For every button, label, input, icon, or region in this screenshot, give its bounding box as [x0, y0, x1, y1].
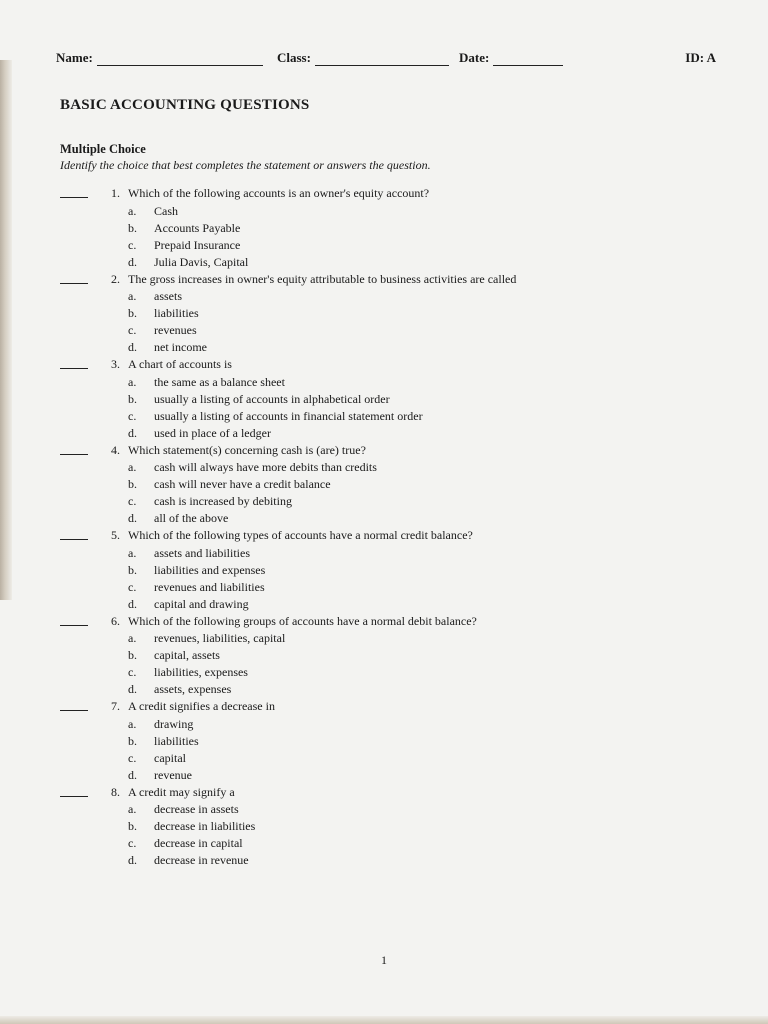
question-item	[0, 443, 768, 529]
answer-option	[0, 409, 768, 426]
option-text: decrease in assets	[154, 802, 239, 816]
option-letter: c.	[128, 494, 137, 508]
option-letter: a.	[128, 203, 137, 218]
answer-blank[interactable]	[60, 197, 88, 198]
answer-option	[0, 375, 768, 392]
answer-option	[0, 580, 768, 597]
answer-blank[interactable]	[60, 283, 88, 284]
answer-option	[0, 631, 768, 648]
question-number: 6.	[111, 613, 120, 628]
question-number: 1.	[111, 186, 120, 200]
answer-option	[0, 392, 768, 409]
id-label: ID: A	[685, 50, 716, 65]
answer-option	[0, 306, 768, 323]
answer-option	[0, 477, 768, 494]
option-text: liabilities and expenses	[154, 562, 266, 577]
question-number: 8.	[111, 784, 120, 799]
id-field	[685, 50, 716, 66]
option-letter: b.	[128, 819, 137, 833]
question-item	[0, 186, 768, 272]
option-text: Accounts Payable	[154, 220, 241, 235]
option-text: liabilities, expenses	[154, 665, 248, 679]
option-text: capital and drawing	[154, 596, 249, 611]
option-text: liabilities	[154, 733, 199, 748]
class-field	[277, 50, 449, 66]
question-number: 5.	[111, 528, 120, 542]
answer-blank[interactable]	[60, 625, 88, 626]
question-row	[0, 443, 768, 461]
question-number: 2.	[111, 271, 120, 286]
question-item	[0, 357, 768, 443]
option-letter: c.	[128, 408, 137, 423]
option-letter: a.	[128, 716, 137, 731]
option-text: liabilities	[154, 306, 199, 320]
option-letter: a.	[128, 460, 137, 474]
option-letter: b.	[128, 391, 137, 406]
answer-option	[0, 289, 768, 306]
option-text: cash will always have more debits than credits	[154, 460, 377, 474]
answer-option	[0, 836, 768, 853]
option-text: assets	[154, 289, 182, 303]
class-blank-line[interactable]	[315, 53, 449, 66]
option-text: Cash	[154, 203, 178, 218]
question-text: Which of the following groups of accounts have a normal debit balance?	[128, 613, 477, 628]
answer-option	[0, 563, 768, 580]
question-row	[0, 528, 768, 546]
option-text: all of the above	[154, 511, 229, 525]
option-letter: d.	[128, 767, 137, 782]
question-row	[0, 357, 768, 375]
option-text: drawing	[154, 716, 194, 731]
answer-option	[0, 340, 768, 357]
option-letter: c.	[128, 665, 137, 679]
option-letter: b.	[128, 220, 137, 235]
option-letter: c.	[128, 750, 137, 765]
option-letter: d.	[128, 596, 137, 611]
option-text: cash will never have a credit balance	[154, 477, 331, 491]
option-text: revenue	[154, 767, 192, 782]
date-blank-line[interactable]	[493, 53, 563, 66]
answer-option	[0, 238, 768, 255]
option-letter: d.	[128, 425, 137, 440]
answer-blank[interactable]	[60, 796, 88, 797]
answer-option	[0, 221, 768, 238]
option-text: usually a listing of accounts in financial statement order	[154, 408, 423, 423]
option-text: decrease in liabilities	[154, 819, 256, 833]
answer-option	[0, 255, 768, 272]
option-letter: a.	[128, 374, 137, 389]
option-text: capital	[154, 750, 186, 765]
answer-option	[0, 494, 768, 511]
option-text: assets and liabilities	[154, 545, 250, 560]
option-letter: c.	[128, 579, 137, 594]
question-number: 7.	[111, 699, 120, 713]
question-text: A chart of accounts is	[128, 357, 232, 371]
name-field	[56, 50, 263, 66]
answer-option	[0, 204, 768, 221]
question-text: Which statement(s) concerning cash is (are) true?	[128, 442, 366, 457]
page-number: 1	[381, 953, 387, 967]
question-text: A credit may signify a	[128, 784, 235, 799]
answer-option	[0, 853, 768, 870]
option-text: usually a listing of accounts in alphabetical order	[154, 391, 390, 406]
answer-blank[interactable]	[60, 539, 88, 540]
date-field	[459, 50, 563, 66]
question-item	[0, 614, 768, 700]
answer-blank[interactable]	[60, 710, 88, 711]
question-text: The gross increases in owner's equity attributable to business activities are called	[128, 271, 517, 286]
section-title: Multiple Choice	[60, 142, 146, 156]
answer-option	[0, 597, 768, 614]
option-letter: b.	[128, 306, 137, 320]
option-text: decrease in revenue	[154, 853, 249, 867]
paper-bottom-edge	[0, 1016, 768, 1024]
answer-option	[0, 460, 768, 477]
question-item	[0, 528, 768, 614]
answer-option	[0, 511, 768, 528]
answer-option	[0, 819, 768, 836]
option-text: revenues, liabilities, capital	[154, 631, 286, 645]
option-text: capital, assets	[154, 648, 220, 662]
question-row	[0, 614, 768, 632]
option-letter: c.	[128, 323, 137, 337]
option-text: Julia Davis, Capital	[154, 254, 249, 269]
option-letter: c.	[128, 836, 137, 850]
option-text: revenues	[154, 323, 197, 337]
section-instructions: Identify the choice that best completes the statement or answers the question.	[60, 158, 431, 172]
option-letter: b.	[128, 648, 137, 662]
option-text: cash is increased by debiting	[154, 494, 292, 508]
option-text: the same as a balance sheet	[154, 374, 285, 389]
option-text: used in place of a ledger	[154, 425, 271, 440]
question-row	[0, 699, 768, 717]
option-letter: d.	[128, 340, 137, 354]
question-number: 3.	[111, 357, 120, 371]
question-list	[0, 186, 768, 870]
page-title: BASIC ACCOUNTING QUESTIONS	[60, 97, 310, 113]
option-letter: d.	[128, 682, 137, 696]
question-text: A credit signifies a decrease in	[128, 699, 275, 713]
option-letter: d.	[128, 511, 137, 525]
answer-option	[0, 323, 768, 340]
question-text: Which of the following accounts is an owner's equity account?	[128, 186, 430, 200]
class-label: Class:	[277, 50, 311, 65]
answer-option	[0, 717, 768, 734]
option-letter: a.	[128, 545, 137, 560]
option-letter: b.	[128, 477, 137, 491]
option-letter: d.	[128, 853, 137, 867]
option-letter: a.	[128, 289, 137, 303]
answer-blank[interactable]	[60, 454, 88, 455]
option-text: revenues and liabilities	[154, 579, 265, 594]
option-letter: b.	[128, 562, 137, 577]
answer-option	[0, 802, 768, 819]
option-text: assets, expenses	[154, 682, 232, 696]
option-text: net income	[154, 340, 207, 354]
question-row	[0, 186, 768, 204]
option-letter: a.	[128, 631, 137, 645]
option-text: decrease in capital	[154, 836, 243, 850]
name-label: Name:	[56, 50, 93, 65]
option-letter: b.	[128, 733, 137, 748]
question-item	[0, 785, 768, 871]
question-item	[0, 272, 768, 358]
answer-blank[interactable]	[60, 368, 88, 369]
date-label: Date:	[459, 50, 490, 65]
option-letter: d.	[128, 254, 137, 269]
answer-option	[0, 665, 768, 682]
answer-option	[0, 734, 768, 751]
answer-option	[0, 426, 768, 443]
name-blank-line[interactable]	[97, 53, 263, 66]
option-text: Prepaid Insurance	[154, 237, 241, 252]
answer-option	[0, 682, 768, 699]
question-row	[0, 272, 768, 290]
question-item	[0, 699, 768, 785]
option-letter: c.	[128, 237, 137, 252]
answer-option	[0, 751, 768, 768]
question-text: Which of the following types of accounts have a normal credit balance?	[128, 528, 473, 542]
answer-option	[0, 546, 768, 563]
question-row	[0, 785, 768, 803]
answer-option	[0, 648, 768, 665]
option-letter: a.	[128, 802, 137, 816]
answer-option	[0, 768, 768, 785]
question-number: 4.	[111, 442, 120, 457]
